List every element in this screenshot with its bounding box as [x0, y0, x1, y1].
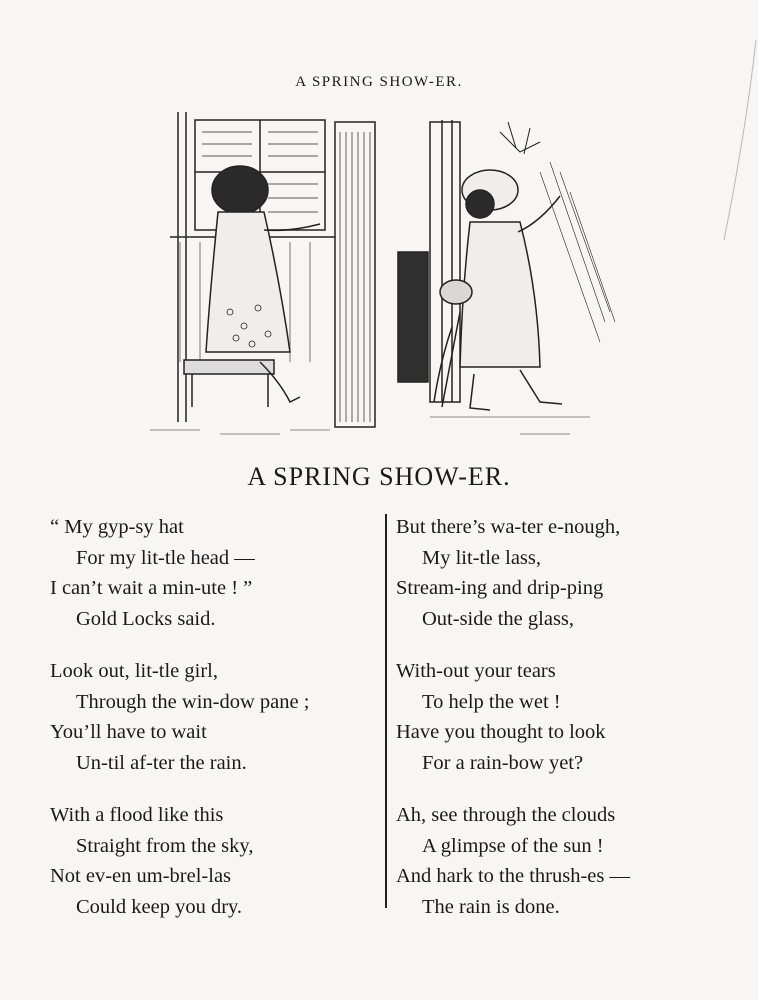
- poem-line: Through the win-dow pane ;: [76, 690, 310, 713]
- column-divider: [385, 514, 387, 908]
- poem-line: For my lit-tle head —: [76, 546, 255, 569]
- poem-line: Ah, see through the clouds: [396, 804, 616, 826]
- poem-line: Gold Locks said.: [76, 607, 216, 630]
- illustration: [140, 112, 630, 442]
- poem-right-column: [396, 512, 726, 944]
- poem-line: The rain is done.: [422, 895, 560, 918]
- girl-at-window-illustration-icon: [150, 112, 375, 434]
- stanza: [50, 512, 380, 634]
- poem-line: I can’t wait a min-ute ! ”: [50, 577, 253, 599]
- page-edge-curve: [718, 40, 758, 240]
- poem-line: Have you thought to look: [396, 721, 606, 743]
- girl-leaving-door-illustration-icon: [398, 120, 615, 434]
- stanza: [396, 512, 726, 634]
- poem-line: With a flood like this: [50, 804, 224, 826]
- poem-line: My lit-tle lass,: [422, 546, 542, 569]
- poem-line: Un-til af-ter the rain.: [76, 751, 247, 774]
- poem-line: Stream-ing and drip-ping: [396, 577, 604, 599]
- poem-line: A glimpse of the sun !: [422, 834, 604, 857]
- poem-line: To help the wet !: [422, 690, 561, 713]
- poem-line: Look out, lit-tle girl,: [50, 660, 218, 682]
- poem-line: Out-side the glass,: [422, 607, 575, 630]
- stanza: [396, 656, 726, 778]
- poem-title: A SPRING SHOW-ER.: [247, 462, 511, 491]
- poem-line: But there’s wa-ter e-nough,: [396, 516, 621, 538]
- poem-line: Could keep you dry.: [76, 895, 243, 918]
- poem-line: For a rain-bow yet?: [422, 751, 584, 774]
- poem-line: And hark to the thrush-es —: [396, 865, 630, 887]
- poem-line: Not ev-en um-brel-las: [50, 865, 232, 887]
- poem-left-column: [50, 512, 380, 944]
- stanza: [50, 800, 380, 922]
- poem-line: With-out your tears: [396, 660, 556, 682]
- poem-line: “ My gyp-sy hat: [50, 516, 184, 538]
- poem-line: Straight from the sky,: [76, 834, 254, 857]
- running-head: A SPRING SHOW-ER.: [295, 74, 463, 90]
- poem-line: You’ll have to wait: [50, 721, 207, 743]
- stanza: [50, 656, 380, 778]
- stanza: [396, 800, 726, 922]
